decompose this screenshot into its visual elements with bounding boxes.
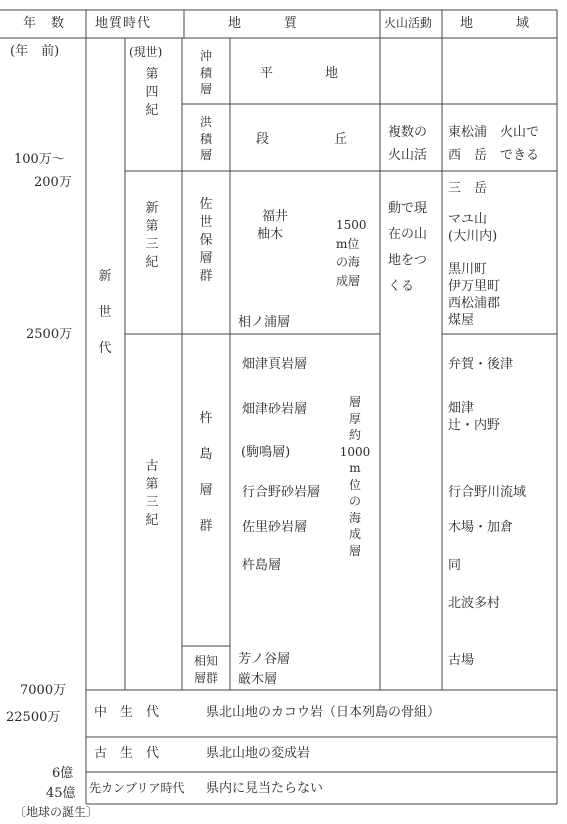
geology-terrace: 段 丘	[256, 132, 348, 147]
region-mitake: 三 岳	[448, 181, 488, 196]
geology-hatatsu-shale: 畑津頁岩層	[242, 357, 308, 372]
geology-marine-1500: 1500 m位 の海 成層	[336, 218, 367, 288]
year-100man: 100万〜	[14, 152, 65, 167]
region-benga: 弁賀・後津	[448, 357, 514, 372]
geology-mesozoic-rock: 県北山地のカコウ岩（日本列島の骨組）	[206, 705, 441, 720]
year-6oku: 6億	[52, 766, 74, 781]
formation-kinejima: 杵 島 層 群	[199, 411, 213, 534]
era-paleogene: 古 第 三 紀	[145, 459, 159, 528]
geology-haganotani: 芳ノ谷層	[238, 652, 291, 667]
geology-hatatsu-sand: 畑津砂岩層	[242, 402, 308, 417]
geology-ainoura: 相ノ浦層	[238, 315, 291, 330]
years-ago-label: (年 前)	[10, 44, 60, 59]
year-2500man: 2500万	[26, 327, 73, 342]
year-200man: 200万	[34, 175, 72, 190]
formation-sasebo: 佐 世 保 層 群	[199, 197, 213, 284]
geology-paleozoic-rock: 県北山地の変成岩	[206, 746, 311, 761]
era-precambrian: 先カンブリア時代	[89, 781, 185, 795]
year-22500man: 22500万	[6, 710, 61, 725]
volcanic-mountains: 動で現 在の山 地をつ くる	[388, 201, 428, 294]
region-dou: 同	[448, 558, 462, 573]
region-higashimatsuura: 東松浦 火山で 西 岳 できる	[448, 125, 540, 164]
region-yukiaino-river: 行合野川流域	[448, 485, 527, 500]
geology-sari: 佐里砂岩層	[242, 520, 308, 535]
geology-yukiaino: 行合野砂岩層	[242, 485, 321, 500]
geology-thickness: 層 厚 約 1000 m 位 の 海 成 層	[339, 395, 371, 558]
era-neogene: 新 第 三 紀	[145, 201, 159, 270]
geology-yunoki: 柚木	[257, 227, 284, 242]
region-koba: 古場	[448, 653, 475, 668]
header-geology: 地 質	[228, 16, 299, 31]
geology-precambrian-rock: 県内に見当たらない	[206, 781, 324, 796]
era-quaternary: 第 四 紀	[145, 67, 159, 118]
header-years: 年 数	[23, 16, 66, 31]
formation-aichi: 相知 層群	[193, 654, 218, 685]
region-mayuyama: マユ山 (大川内)	[448, 212, 498, 244]
era-paleozoic: 古 生 代	[94, 746, 160, 761]
volcanic-multiple: 複数の 火山活	[388, 125, 428, 164]
formation-alluvium: 沖 積 層	[199, 49, 212, 97]
geology-komanaki: (駒鳴層)	[241, 445, 291, 460]
era-cenozoic: 新 世 代	[98, 269, 112, 356]
era-mesozoic: 中 生 代	[94, 705, 160, 720]
region-kurokawa: 黒川町 伊万里町 西松浦郡 煤屋	[448, 262, 501, 328]
geology-fukui: 福井	[262, 209, 289, 224]
header-region: 地 域	[460, 16, 531, 31]
formation-diluvium: 洪 積 層	[199, 115, 212, 163]
geology-itsuki: 厳木層	[238, 672, 278, 687]
geology-kinejima-layer: 杵島層	[242, 558, 282, 573]
region-hatatsu: 畑津 辻・内野	[448, 401, 501, 433]
region-kiba: 木場・加倉	[448, 520, 514, 535]
header-volcanic: 火山活動	[384, 16, 433, 30]
earth-birth-label: 〔地球の誕生〕	[14, 805, 99, 819]
header-era: 地質時代	[95, 16, 152, 31]
region-kitahata: 北波多村	[448, 596, 501, 611]
era-present: (現世)	[129, 45, 163, 59]
year-7000man: 7000万	[20, 683, 67, 698]
year-45oku: 45億	[46, 786, 76, 801]
geology-plain: 平 地	[260, 66, 339, 81]
